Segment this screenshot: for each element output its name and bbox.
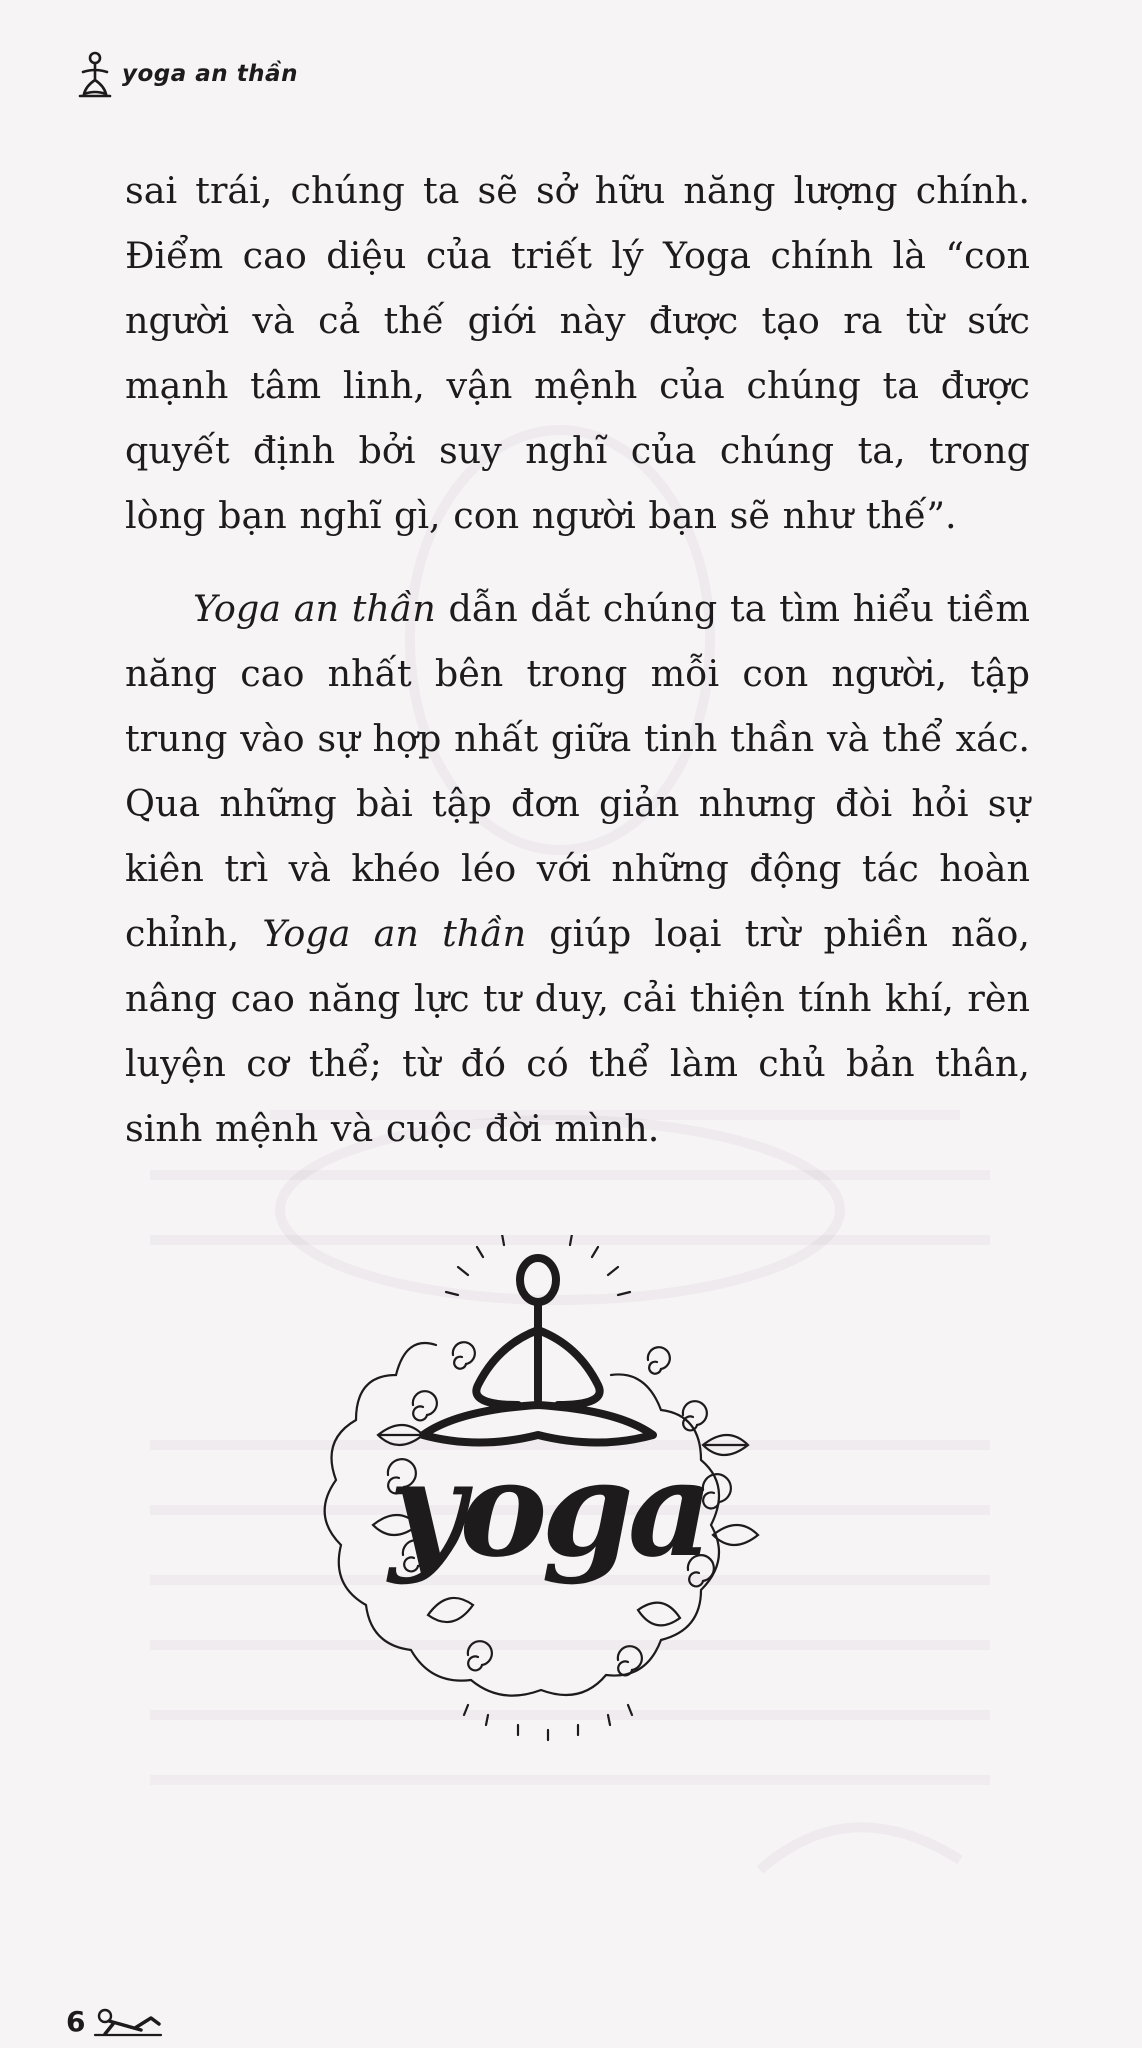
page-footer (66, 1998, 163, 2038)
paragraph-1: sai trái, chúng ta sẽ sở hữu năng lượng chính. Điểm cao diệu của triết lý Yoga chính là “con người và cả thế giới này được tạo ra từ sức mạnh tâm linh, vận mệnh của chúng ta được quyết định bởi suy nghĩ của chúng ta, trong lòng bạn nghĩ gì, con người bạn sẽ như thế”. (125, 169, 1030, 537)
yoga-lettering: yoga (388, 1432, 708, 1587)
book-title-italic: Yoga an thần (193, 587, 436, 630)
meditating-figure-yoga-icon (318, 1235, 778, 1775)
yoga-plank-pose-icon (91, 2004, 163, 2038)
paragraph-2 (125, 576, 1030, 1161)
header-title: yoga an thần (122, 61, 298, 87)
running-header (78, 50, 298, 98)
page-body (125, 158, 1030, 1161)
page-number: 6 (66, 2005, 86, 2038)
book-title-italic: Yoga an thần (262, 912, 527, 955)
paragraph-2-text-b: giúp loại trừ phiền não, nâng cao năng lực tư duy, cải thiện tính khí, rèn luyện cơ thể; từ đó có thể làm chủ bản thân, sinh mệnh và cuộc đời mình. (125, 912, 1030, 1150)
yoga-pose-icon (78, 50, 112, 98)
paragraph-2-text-a: dẫn dắt chúng ta tìm hiểu tiềm năng cao nhất bên trong mỗi con người, tập trung vào sự hợp nhất giữa tinh thần và thể xác. Qua những bài tập đơn giản nhưng đòi hỏi sự kiên trì và khéo léo với những động tác hoàn chỉnh, (125, 587, 1030, 955)
